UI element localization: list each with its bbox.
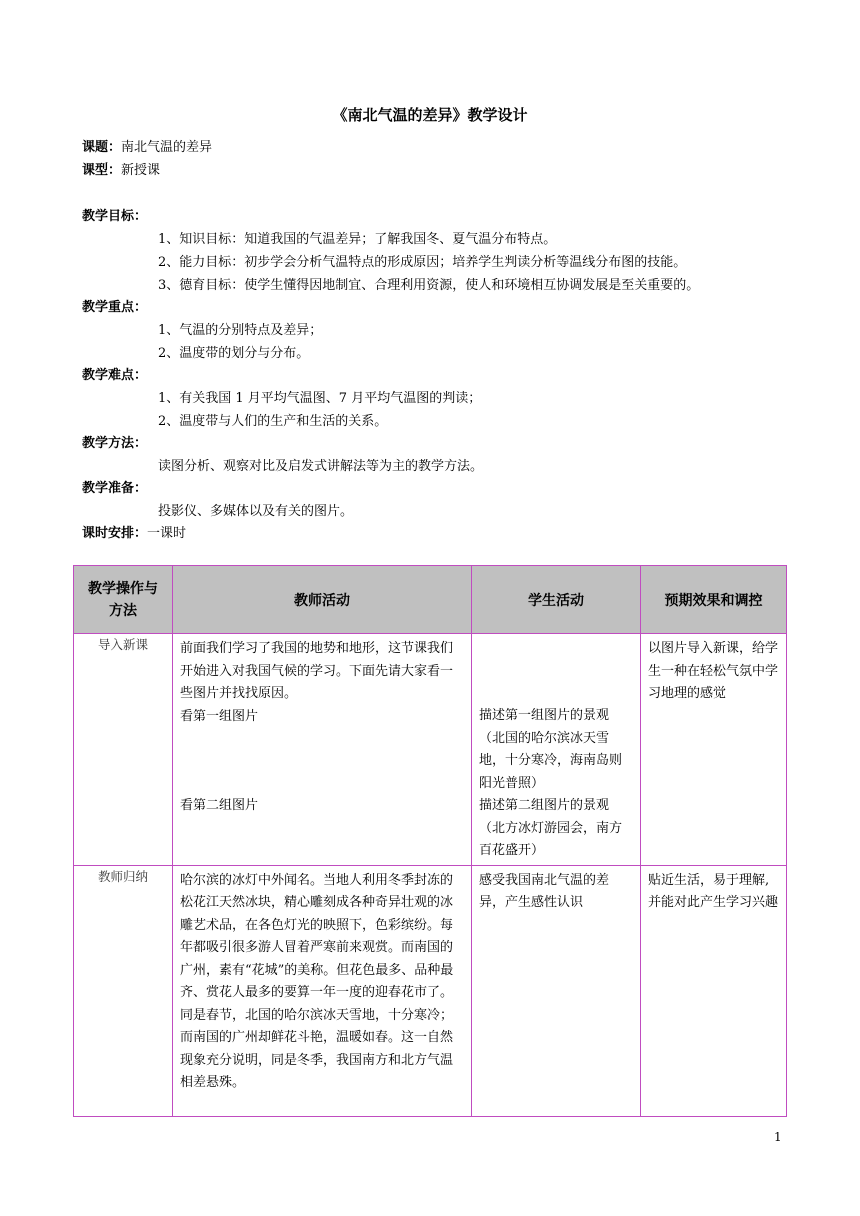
section-label: 导入新课: [74, 634, 173, 866]
header-cell: 教师活动: [173, 566, 472, 634]
goal-item: 3、德育目标：使学生懂得因地制宜、合理利用资源，使人和环境相互协调发展是至关重要的。: [158, 278, 700, 293]
expected-effect: 贴近生活，易于理解,并能对此产生学习兴趣: [641, 865, 787, 1116]
method-heading: 教学方法：: [82, 436, 148, 451]
student-activity: [472, 634, 641, 866]
table-row: [74, 634, 787, 866]
method-text: 读图分析、观察对比及启发式讲解法等为主的教学方法。: [158, 459, 484, 474]
goals-heading: 教学目标：: [82, 209, 148, 224]
header-cell: 预期效果和调控: [641, 566, 787, 634]
difficult-heading: 教学难点：: [82, 368, 148, 383]
teacher-summary: 哈尔滨的冰灯中外闻名。当地人利用冬季封冻的松花江天然冰块，精心雕刻成各种奇异壮观的冰雕艺术品，在各色灯光的映照下，色彩缤纷。每年都吸引很多游人冒着严寒前来观赏。而南国的广州，素有“花城”的美称。但花色最多、品种最齐、赏花人最多的要算一年一度的迎春花市了。: [180, 872, 454, 1000]
table-header-row: [74, 566, 787, 634]
student-group2: 描述第二组图片的景观（北方冰灯游园会，南方百花盛开）: [479, 798, 623, 858]
key-heading: 教学重点：: [82, 300, 148, 315]
teacher-group1: 看第一组图片: [180, 708, 259, 724]
course-label: 课题：: [82, 140, 122, 155]
lesson-plan-table: [73, 565, 787, 1117]
time-value: 一课时: [147, 526, 187, 541]
page-number: 1: [774, 1130, 782, 1144]
type-value: 新授课: [121, 163, 161, 178]
type-line: [82, 162, 160, 180]
teacher-activity: [173, 634, 472, 866]
teacher-group2: 看第二组图片: [180, 798, 259, 813]
key-item: 2、温度带的划分与分布。: [158, 346, 310, 361]
teacher-activity: [173, 865, 472, 1116]
section-label: 教师归纳: [74, 865, 173, 1116]
type-label: 课型：: [82, 163, 122, 178]
time-label: 课时安排：: [82, 526, 148, 541]
goal-item: 1、知识目标：知道我国的气温差异；了解我国冬、夏气温分布特点。: [158, 232, 557, 247]
student-group1: 描述第一组图片的景观（北国的哈尔滨冰天雪地，十分寒冷，海南岛则阳光普照）: [479, 708, 623, 791]
student-activity: 感受我国南北气温的差异，产生感性认识: [472, 865, 641, 1116]
document-title: 《南北气温的差异》教学设计: [332, 106, 528, 124]
prep-heading: 教学准备：: [82, 481, 148, 496]
course-value: 南北气温的差异: [121, 140, 213, 155]
expected-effect: 以图片导入新课，给学生一种在轻松气氛中学习地理的感觉: [641, 634, 787, 866]
prep-text: 投影仪、多媒体以及有关的图片。: [158, 504, 354, 519]
time-line: [82, 525, 186, 543]
header-cell: 学生活动: [472, 566, 641, 634]
teacher-conclusion: 同是春节，北国的哈尔滨冰天雪地，十分寒冷；而南国的广州却鲜花斗艳，温暖如春。这一自然现象充分说明，同是冬季，我国南方和北方气温相差悬殊。: [180, 1007, 454, 1090]
header-cell: 教学操作与方法: [74, 566, 173, 634]
key-item: 1、气温的分别特点及差异；: [158, 323, 323, 338]
difficult-item: 2、温度带与人们的生产和生活的关系。: [158, 414, 388, 429]
goal-item: 2、能力目标：初步学会分析气温特点的形成原因；培养学生判读分析等温线分布图的技能。: [158, 255, 687, 270]
difficult-item: 1、有关我国 1 月平均气温图、7 月平均气温图的判读；: [158, 391, 482, 406]
course-line: [82, 139, 212, 157]
table-row: [74, 865, 787, 1116]
teacher-intro: 前面我们学习了我国的地势和地形，这节课我们开始进入对我国气候的学习。下面先请大家看一些图片并找找原因。: [180, 641, 454, 701]
